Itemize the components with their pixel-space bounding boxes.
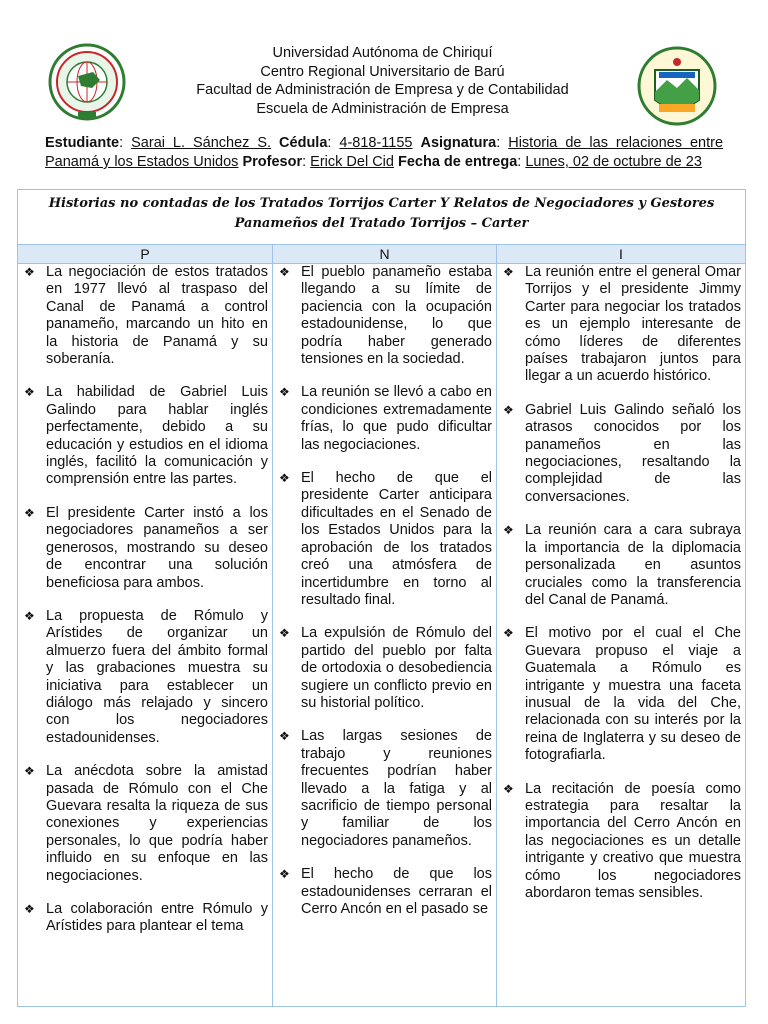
diamond-bullet-icon: ❖ — [503, 781, 514, 796]
column-header-p: P — [18, 245, 273, 264]
column-p — [18, 264, 273, 1007]
list-item — [18, 901, 268, 936]
list-item — [18, 264, 268, 368]
list-item — [18, 608, 268, 747]
column-n — [273, 264, 497, 1007]
list-item-text: El motivo por el cual el Che Guevara propuso el viaje a Guatemala a Rómulo es intrigante y muestra una faceta inusual de la vida del Che, relacionada con su interés por la reina de Inglaterra y su deseo de fotografiarla. — [525, 625, 741, 764]
column-header-n: N — [273, 245, 497, 264]
diamond-bullet-icon: ❖ — [503, 523, 514, 538]
diamond-bullet-icon: ❖ — [279, 626, 290, 641]
list-item — [273, 866, 492, 918]
column-i — [497, 264, 746, 1007]
diamond-bullet-icon: ❖ — [279, 867, 290, 882]
due-date-label: Fecha de entrega — [398, 154, 518, 170]
list-item-text: El hecho de que los estadounidenses cerraran el Cerro Ancón en el pasado se — [301, 866, 492, 917]
list-item-text: El presidente Carter instó a los negociadores panameños a ser generosos, mostrando su deseo de encontrar una solución beneficiosa para ambos. — [46, 504, 268, 591]
list-item-text: La colaboración entre Rómulo y Arístides para plantear el tema — [46, 901, 268, 935]
list-item-text: El hecho de que el presidente Carter anticipara dificultades en el Senado de los Estados Unidos para la aprobación de los tratados creó una atmósfera de incertidumbre en torno al resultado final. — [301, 470, 492, 608]
diamond-bullet-icon: ❖ — [279, 265, 290, 279]
diamond-bullet-icon: ❖ — [279, 729, 290, 744]
assignment-details: Estudiante: Sarai L. Sánchez S. Cédula: 4-818-1155 Asignatura: Historia de las relaciones entre Panamá y los Estados Unidos Profesor: Erick Del Cid Fecha de entrega: Lunes, 02 de octubre de 23 — [45, 135, 724, 170]
list-item — [273, 384, 492, 454]
subject-label: Asignatura — [420, 135, 497, 151]
list-item — [497, 264, 741, 386]
table-title: Historias no contadas de los Tratados Torrijos Carter Y Relatos de Negociadores y Gestores Panameños del Tratado Torrijos – Carter — [18, 190, 746, 245]
university-seal-icon — [48, 42, 126, 124]
positive-list — [18, 264, 272, 936]
list-item-text: La negociación de estos tratados en 1977 llevó al traspaso del Canal de Panamá a control panameño, marcando un hito en la historia de Panamá y su soberanía. — [46, 264, 268, 368]
diamond-bullet-icon: ❖ — [24, 764, 35, 779]
column-header-i: I — [497, 245, 746, 264]
id-label: Cédula — [279, 135, 328, 151]
interesting-list — [497, 264, 745, 902]
list-item — [273, 264, 492, 368]
list-item — [18, 505, 268, 592]
list-item-text: La reunión se llevó a cabo en condiciones extremadamente frías, lo que pudo dificultar las negociaciones. — [301, 384, 492, 453]
diamond-bullet-icon: ❖ — [503, 626, 514, 641]
professor-label: Profesor — [242, 154, 303, 170]
diamond-bullet-icon: ❖ — [24, 385, 35, 400]
diamond-bullet-icon: ❖ — [503, 402, 514, 417]
list-item — [497, 625, 741, 764]
list-item — [18, 763, 268, 885]
faculty-name: Facultad de Administración de Empresa y de Contabilidad — [196, 82, 569, 98]
list-item-text: La reunión cara a cara subraya la importancia de la diplomacia personalizada en asuntos cruciales como la transferencia del Canal de Panamá. — [525, 522, 741, 608]
list-item-text: La habilidad de Gabriel Luis Galindo para hablar inglés perfectamente, debido a su educación y estudios en el idioma inglés, facilitó la comunicación y comprensión entre las partes. — [46, 384, 268, 488]
regional-center-name: Centro Regional Universitario de Barú — [260, 63, 505, 80]
university-crest-icon — [637, 42, 717, 130]
student-label: Estudiante — [45, 135, 120, 151]
list-item-text: La expulsión de Rómulo del partido del pueblo por falta de ortodoxia o desobediencia sugiere un conflicto previo en su historial político. — [301, 625, 492, 711]
list-item — [497, 402, 741, 506]
school-name: Escuela de Administración de Empresa — [256, 100, 509, 117]
diamond-bullet-icon: ❖ — [24, 505, 35, 520]
university-name: Universidad Autónoma de Chiriquí — [272, 45, 493, 61]
student-name: Sarai L. Sánchez S. — [131, 135, 272, 151]
negative-list — [273, 264, 496, 918]
list-item — [273, 470, 492, 609]
list-item-text: La anécdota sobre la amistad pasada de Rómulo con el Che Guevara resalta la riqueza de sus conexiones y experiencias personales, lo que podría haber influido en su enfoque en las negociaciones. — [46, 763, 268, 884]
list-item-text: Gabriel Luis Galindo señaló los atrasos conocidos por los panameños en las negociaciones, resaltando la complejidad de las conversaciones. — [525, 401, 741, 505]
list-item-text: La reunión entre el general Omar Torrijos y el presidente Jimmy Carter para negociar los tratados es un ejemplo interesante de cómo líderes de diferentes países trabajaron juntos para llegar a un acuerdo histórico. — [525, 264, 741, 385]
id-number: 4-818-1155 — [339, 135, 413, 151]
document-header — [0, 0, 768, 130]
diamond-bullet-icon: ❖ — [24, 902, 35, 916]
institution-block — [150, 44, 615, 118]
list-item — [18, 384, 268, 488]
subject-name: Historia de las relaciones entre Panamá y los Estados Unidos — [45, 135, 724, 170]
list-item — [497, 522, 741, 609]
list-item-text: Las largas sesiones de trabajo y reuniones frecuentes podrían haber llevado a la fatiga y al sacrificio de tiempo personal y familiar de los negociadores panameños. — [301, 728, 492, 849]
list-item-text: La propuesta de Rómulo y Arístides de organizar un almuerzo fuera del ámbito formal y las grabaciones muestra su iniciativa para establecer un diálogo más relajado y sincero con los negociadores estadounidenses. — [46, 607, 268, 746]
pni-table — [17, 189, 746, 1007]
list-item — [273, 625, 492, 712]
diamond-bullet-icon: ❖ — [503, 265, 514, 279]
list-item-text: La recitación de poesía como estrategia para resaltar la importancia del Cerro Ancón en las negociaciones es un detalle intrigante y creativo que muestra cómo los negociadores abordaron temas sensibles. — [525, 780, 741, 901]
diamond-bullet-icon: ❖ — [279, 471, 290, 486]
list-item-text: El pueblo panameño estaba llegando a su límite de paciencia con la ocupación estadounidense, lo que podría haber generado tensiones en la sociedad. — [301, 264, 492, 368]
diamond-bullet-icon: ❖ — [279, 385, 290, 400]
professor-name: Erick Del Cid — [310, 154, 394, 170]
due-date: Lunes, 02 de octubre de 23 — [525, 154, 702, 170]
diamond-bullet-icon: ❖ — [24, 608, 35, 623]
list-item — [273, 728, 492, 850]
list-item — [497, 781, 741, 903]
diamond-bullet-icon: ❖ — [24, 265, 35, 279]
